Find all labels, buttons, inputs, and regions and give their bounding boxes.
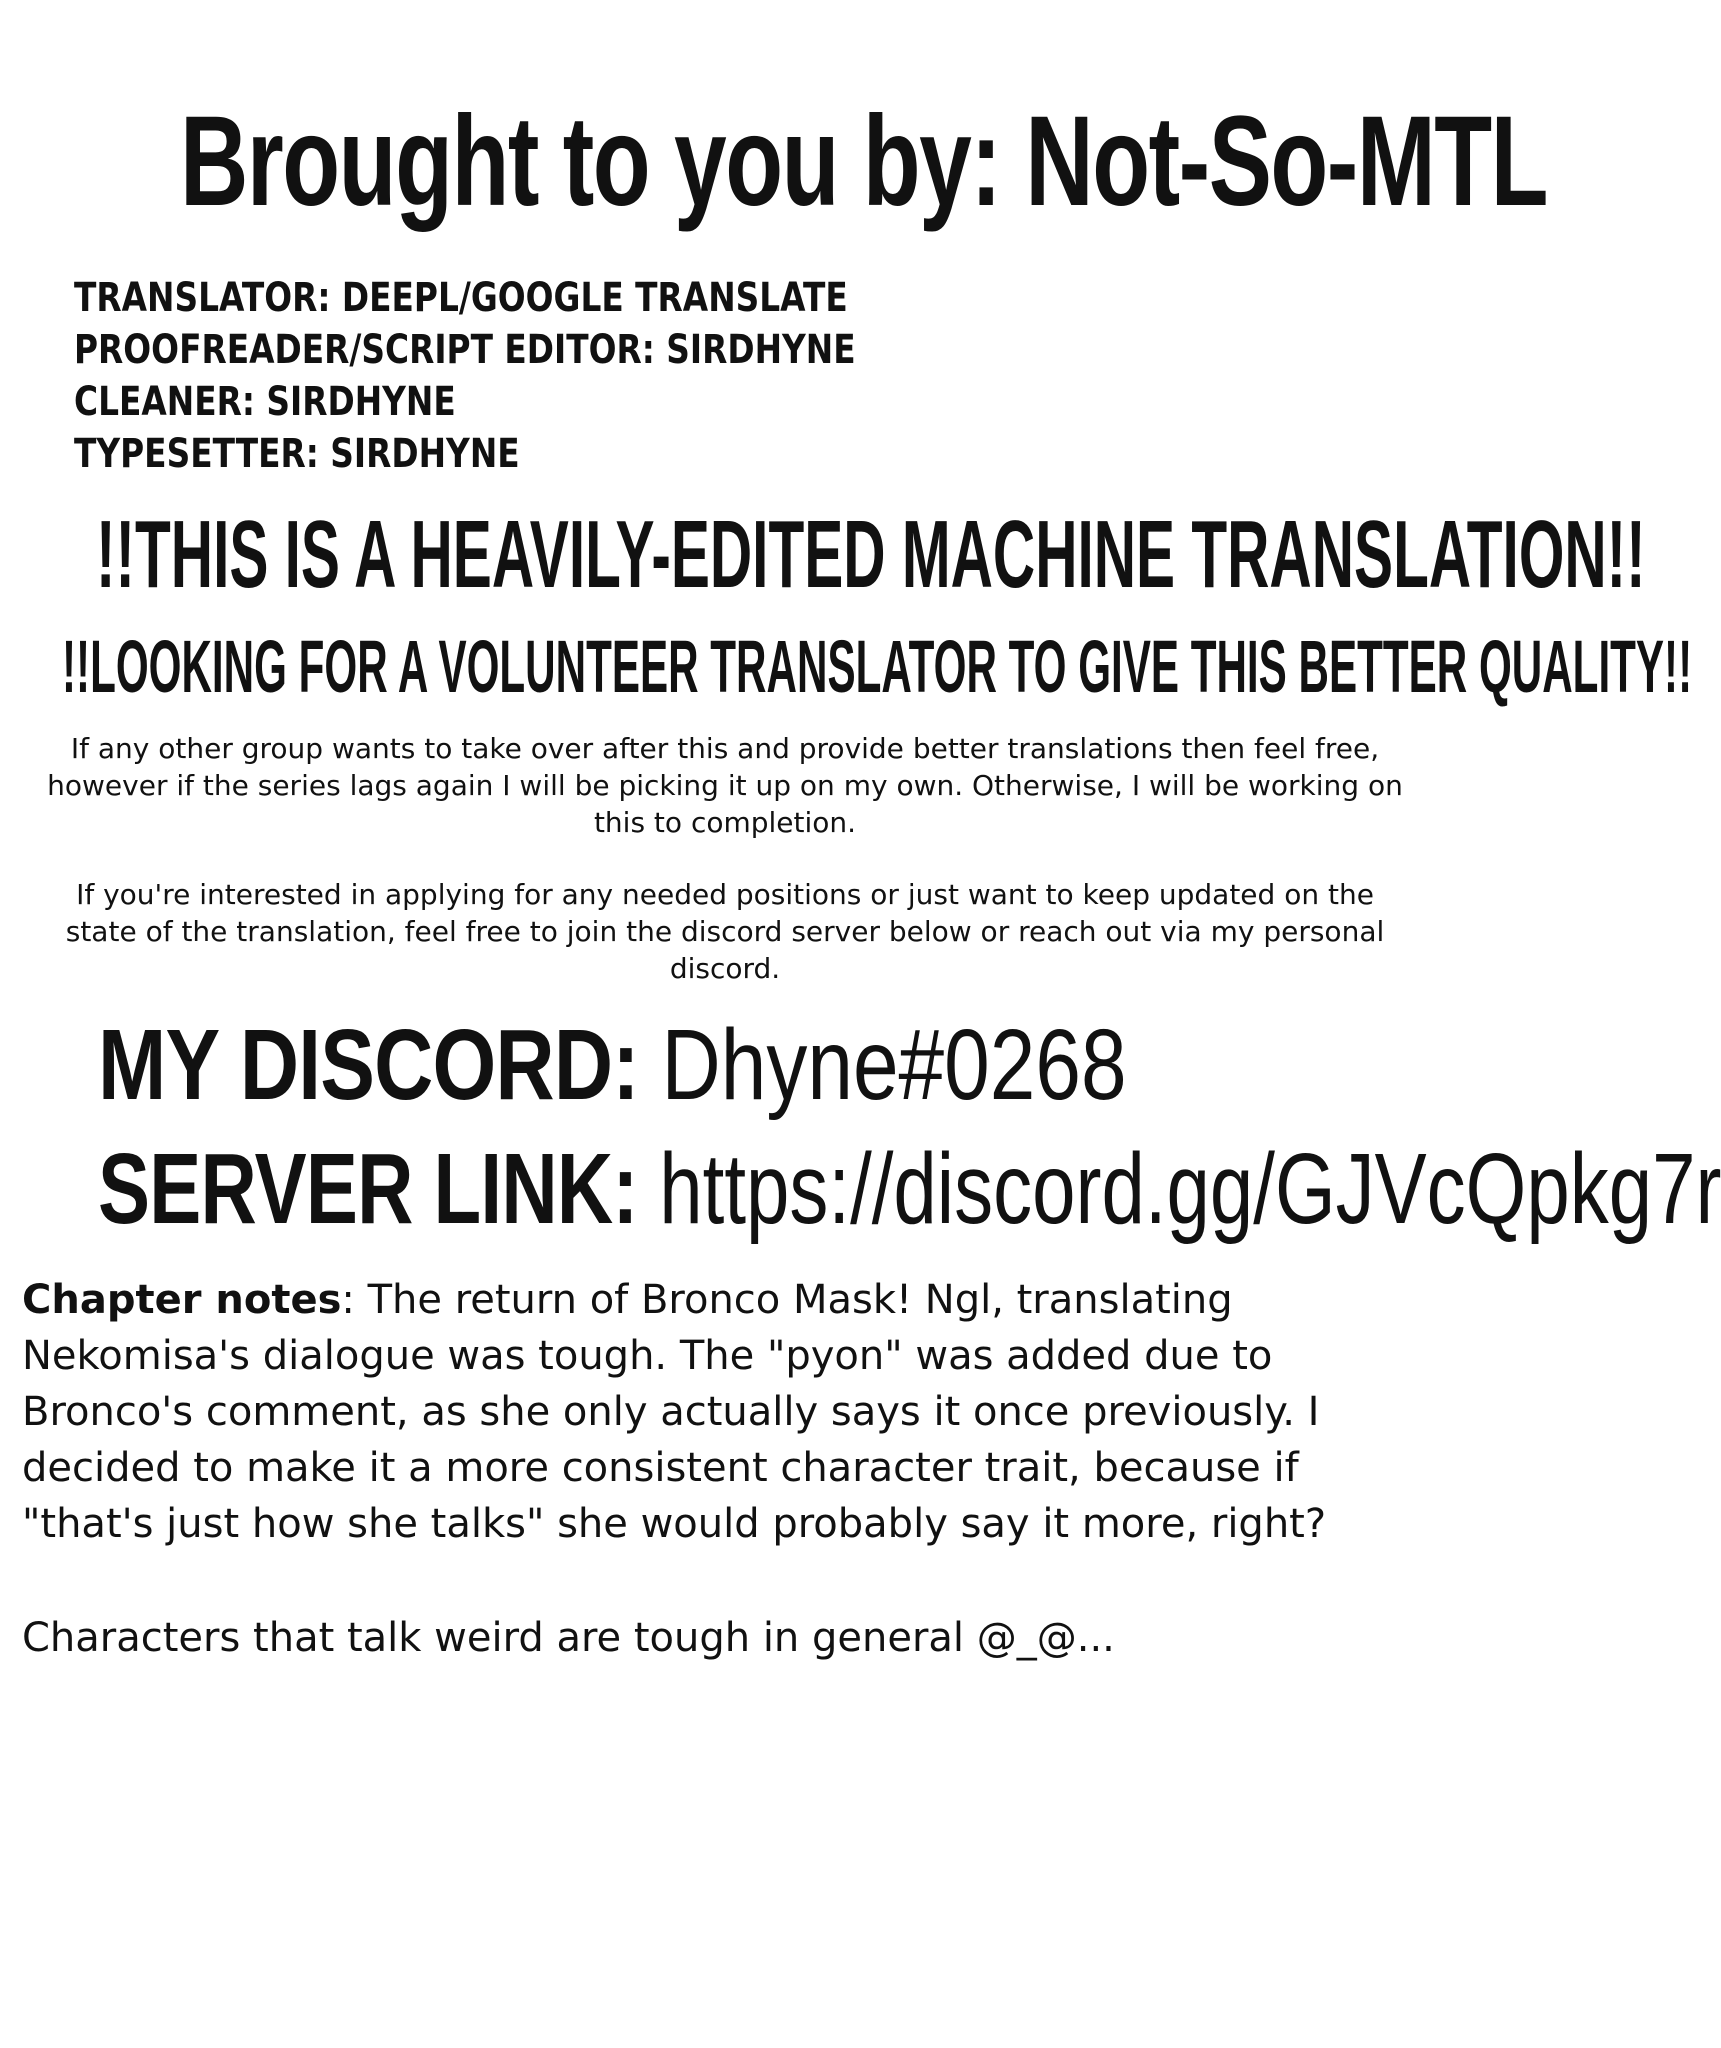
- join-paragraph: If you're interested in applying for any needed positions or just want to keep updated on the state of the translation, feel free to join the discord server below or reach out via my personal discord.: [65, 878, 1385, 985]
- credit-translator: TRANSLATOR: DEEPL/GOOGLE TRANSLATE: [74, 275, 848, 321]
- machine-translation-warning: !!THIS IS A HEAVILY-EDITED MACHINE TRANSLATION!!: [96, 501, 1646, 608]
- credit-cleaner: CLEANER: SIRDHYNE: [74, 379, 456, 425]
- credit-role: TYPESETTER: [74, 431, 306, 477]
- credit-role: TRANSLATOR: [74, 275, 318, 321]
- page-title: Brought to you by: Not-So-MTL: [180, 90, 1548, 233]
- server-label: SERVER LINK:: [98, 1133, 638, 1245]
- credit-role: CLEANER: [74, 379, 242, 425]
- credit-name: DEEPL/GOOGLE TRANSLATE: [341, 275, 848, 321]
- chapter-notes-label: Chapter notes: [22, 1277, 342, 1323]
- volunteer-request-banner: !!LOOKING FOR A VOLUNTEER TRANSLATOR TO GIVE THIS BETTER QUALITY!!: [62, 625, 1693, 708]
- credits-list: [74, 272, 974, 480]
- chapter-notes-text: The return of Bronco Mask! Ngl, translating Nekomisa's dialogue was tough. The "pyon" was added due to Bronco's comment, as she only actually says it once previously. I decided to make it a more consistent character trait, because if "that's just how she talks" she would probably say it more, right?: [22, 1277, 1327, 1547]
- discord-label: MY DISCORD:: [98, 1009, 639, 1121]
- server-link[interactable]: https://discord.gg/GJVcQpkg7r: [659, 1133, 1721, 1245]
- credit-proofreader: PROOFREADER/SCRIPT EDITOR: SIRDHYNE: [74, 327, 856, 373]
- server-link-line: [98, 1124, 1721, 1254]
- credit-name: SIRDHYNE: [666, 327, 856, 373]
- discord-handle: Dhyne#0268: [661, 1009, 1127, 1121]
- takeover-paragraph: If any other group wants to take over after this and provide better translations then feel free, however if the series lags again I will be picking it up on my own. Otherwise, I will be working on this to completion.: [47, 732, 1403, 839]
- credit-name: SIRDHYNE: [330, 431, 520, 477]
- chapter-notes: Chapter notes: The return of Bronco Mask! Ngl, translating Nekomisa's dialogue was tough. The "pyon" was added due to Bronco's comment, as she only actually says it once previously. I decided to make it a more consistent character trait, because if "that's just how she talks" she would probably say it more, right?: [22, 1277, 1327, 1547]
- credit-role: PROOFREADER/SCRIPT EDITOR: [74, 327, 642, 373]
- credit-name: SIRDHYNE: [266, 379, 456, 425]
- afterword: Characters that talk weird are tough in general @_@...: [22, 1615, 1115, 1661]
- personal-discord: [98, 1000, 1127, 1130]
- credit-typesetter: TYPESETTER: SIRDHYNE: [74, 431, 520, 477]
